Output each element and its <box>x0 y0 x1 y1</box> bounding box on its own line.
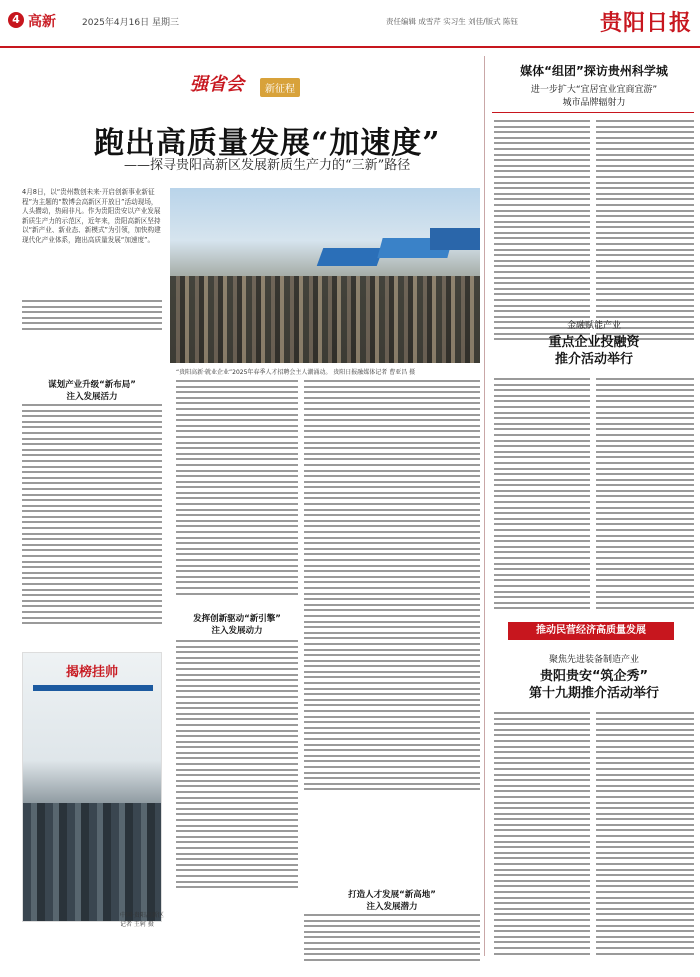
right-body-1b <box>596 120 694 344</box>
right-kicker-3: 聚焦先进装备制造产业 <box>548 655 639 665</box>
poster-title: 揭榜挂帅 <box>65 665 118 680</box>
poster-city <box>23 803 161 922</box>
kicker-main: 强省会 <box>190 74 244 95</box>
mid-body-1 <box>176 380 298 598</box>
right-body-2b <box>596 378 694 613</box>
tent-1 <box>317 248 384 266</box>
right-kicker-2: 金融赋能产业 <box>566 321 621 331</box>
kicker-sub: 新征程 <box>260 78 300 97</box>
lead-headline: 跑出高质量发展“加速度” <box>94 126 441 161</box>
left-body-1 <box>22 404 162 628</box>
lead-photo <box>170 188 480 363</box>
right-subhead-1: 进一步扩大“宜居宜业宜商宜游” 城市品牌辐射力 <box>530 85 658 108</box>
right-rule-1 <box>492 112 694 113</box>
lead-intro-continued <box>22 300 162 334</box>
poster-band <box>33 685 153 691</box>
mid-body-4 <box>304 914 480 964</box>
kicker <box>190 70 300 100</box>
right-headline-3: 贵阳贵安“筑企秀” 第十九期推介活动举行 <box>528 669 659 701</box>
right-body-2a <box>494 378 590 613</box>
lead-subhead: ——探寻贵阳高新区发展新质生产力的“三新”路径 <box>124 158 411 173</box>
masthead-logo: 贵阳日报 <box>600 10 693 36</box>
page-number: 4 <box>8 12 24 28</box>
right-body-1a <box>494 120 590 344</box>
mid-body-3 <box>304 380 480 794</box>
tent-3 <box>430 228 480 250</box>
subtitle-3: 打造人才发展“新高地” 注入发展潜力 <box>348 890 436 912</box>
dateline: 2025年4月16日 星期三 <box>82 18 179 28</box>
poster-photo <box>22 652 162 922</box>
poster-caption: 中国·贵阳高新区 记者 王轲 摄 <box>120 912 164 928</box>
right-headline-1: 媒体“组团”探访贵州科学城 <box>520 64 668 78</box>
lead-photo-caption: “贵阳高新·就业企业”2025年春季人才招聘会主人潮涌动。 贵阳日报融媒体记者 曹亚昌 摄 <box>176 369 416 376</box>
crowd <box>170 276 480 364</box>
right-body-3a <box>494 712 590 958</box>
column-divider <box>484 56 485 956</box>
editor-credits: 责任编辑 成雪芹 实习生 刘佳/版式 陈钰 <box>386 17 519 26</box>
mid-body-2 <box>176 640 298 892</box>
subtitle-2: 发挥创新驱动“新引擎” 注入发展动力 <box>193 614 281 636</box>
right-headline-2: 重点企业投融资 推介活动举行 <box>548 335 640 367</box>
subtitle-1: 谋划产业升级“新布局” 注入发展活力 <box>48 380 136 402</box>
topic-band: 推动民营经济高质量发展 <box>508 622 674 640</box>
page-header <box>0 0 700 48</box>
right-body-3b <box>596 712 694 958</box>
lead-intro: 4月8日，以“贵州数创未来·开启创新事业新征程”为主题的“数博会高新区开放日”活动现场，人头攒动，热闹非凡。作为贵阳贵安以产业发展新质生产力的示范区，近年来，贵阳高新区坚持以“新产业、新业态、新模式”为引领，加快构建现代化产业体系，跑出高质量发展“加速度”。 <box>22 188 161 244</box>
section-name: 高新 <box>28 14 56 30</box>
